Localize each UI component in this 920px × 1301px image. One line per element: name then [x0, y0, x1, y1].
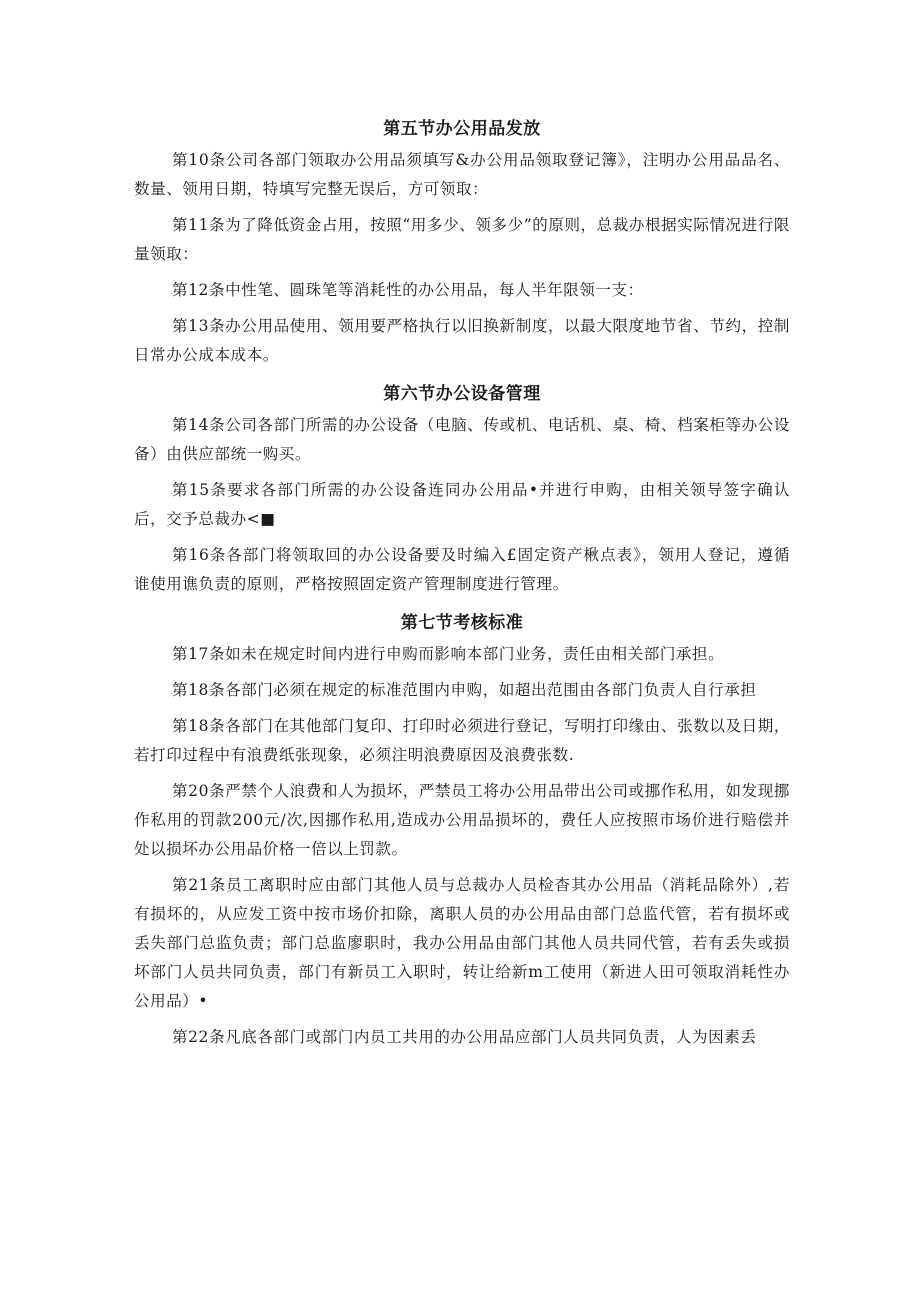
section-6-title: 第六节办公设备管理: [383, 384, 541, 404]
article-10: 第10条公司各部门领取办公用品须填写&办公用品领取登记簿》，注明办公用品品名、数量、领用日期，特填写完整无误后，方可领取：: [134, 151, 790, 198]
article-17: 第17条如未在规定时间内进行申购而影响本部门业务，责任由相关部门承担。: [172, 645, 725, 663]
article-11: 第11条为了降低资金占用，按照“用多少、领多少”的原则，总裁办根据实际情况进行限量领取：: [134, 216, 790, 263]
section-7-title: 第七节考核标准: [400, 613, 524, 633]
section-5-title: 第五节办公用品发放: [383, 119, 541, 139]
article-15: 第15条要求各部门所需的办公设备连同办公用品•并进行申购，由相关领导签字确认后，交予总裁办<■: [134, 481, 790, 528]
article-21: 第21条员工离职时应由部门其他人员与总裁办人员检杳其办公用品（消耗品除外）,若有损坏的，从应发工资中按市场价扣除，离职人员的办公用品由部门总监代管，若有损坏或丢失部门总监负责；部门总监廖职时，我办公用品由部门其他人员共同代管，若有丢失或损坏部门人员共同负责，部门有新员工入职时，转让给新m工使用（新进人田可领取消耗性办公用品）•: [134, 876, 790, 1010]
article-18a: 第18条各部门必须在规定的标准范围内申购，如超出范围由各部门负责人自行承担: [172, 681, 757, 699]
article-22: 第22条凡底各部门或部门内员工共用的办公用品应部门人员共同负责，人为因素丢: [172, 1028, 757, 1046]
article-12: 第12条中性笔、圆珠笔等消耗性的办公用品，每人半年限领一支：: [172, 281, 644, 299]
article-13: 第13条办公用品使用、领用要严格执行以旧换新制度，以最大限度地节省、节约，控制日常办公成本成本。: [134, 317, 790, 364]
article-20: 第20条严禁个人浪费和人为损坏，严禁员工将办公用品带出公司或挪作私用，如发现挪作私用的罚款200元/次,因挪作私用,造成办公用品损坏的，费任人应按照市场价进行赔偿并处以损坏办公用品价格一倍以上罚款。: [134, 782, 790, 858]
article-16: 第16条各部门将领取回的办公设备要及时编入£固定资产楸点表》，领用人登记，遵循谁使用谯负责的原则，严格按照固定资产管理制度进行管理。: [134, 546, 790, 593]
article-18b: 第18条各部门在其他部门复印、打印时必须进行登记，写明打印缘由、张数以及日期，若打印过程中有浪费纸张现象，必须注明浪费原因及浪费张数.: [134, 717, 790, 764]
document-body: [134, 112, 790, 1059]
article-14: 第14条公司各部门所需的办公设备（电脑、传或机、电话机、桌、椅、档案柜等办公设备）由供应部统一购买。: [134, 416, 790, 463]
